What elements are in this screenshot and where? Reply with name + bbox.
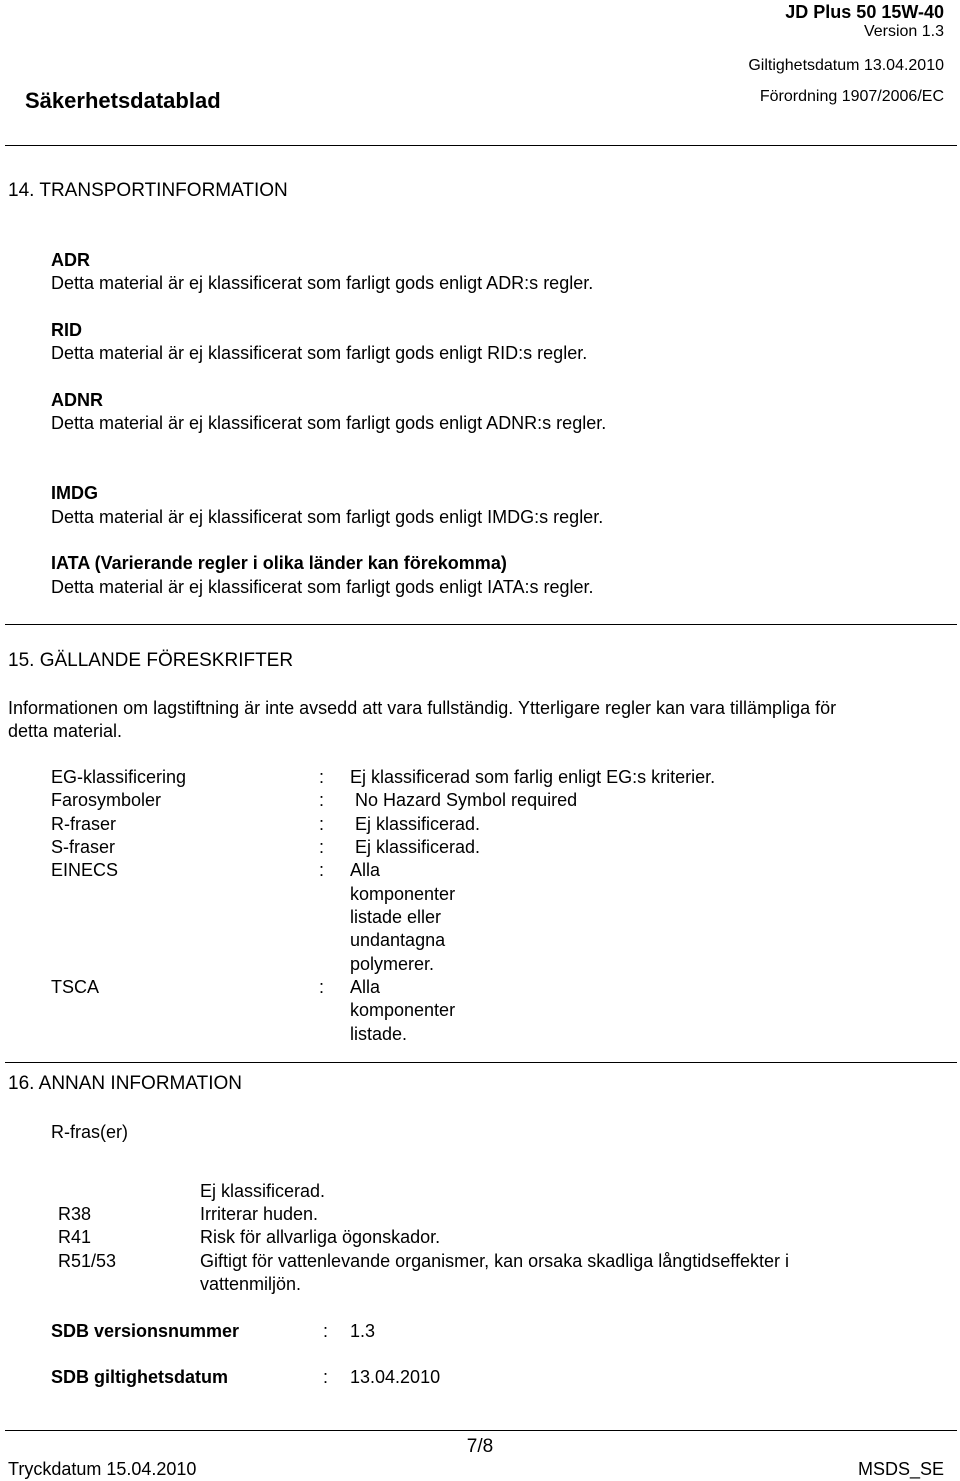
sdb-version-label: SDB versionsnummer xyxy=(51,1321,240,1341)
hazard-symbols-colon: : xyxy=(319,790,325,810)
r-phrase-code: R51/53 xyxy=(58,1251,117,1271)
section-16-heading: 16. ANNAN INFORMATION xyxy=(8,1073,243,1094)
eg-classification-colon: : xyxy=(319,767,325,787)
adnr-title: ADNR xyxy=(51,390,103,410)
page-number: 7/8 xyxy=(466,1436,494,1457)
einecs-value-line: komponenter xyxy=(350,884,456,904)
document-title: Säkerhetsdatablad xyxy=(25,88,221,113)
adr-title: ADR xyxy=(51,250,90,270)
r-phrase-text-cont: vattenmiljön. xyxy=(200,1274,302,1294)
rid-text: Detta material är ej klassificerat som farligt gods enligt RID:s regler. xyxy=(51,343,588,363)
iata-text: Detta material är ej klassificerat som farligt gods enligt IATA:s regler. xyxy=(51,577,594,597)
section-15-heading: 15. GÄLLANDE FÖRESKRIFTER xyxy=(8,650,294,671)
legislation-intro-cont: detta material. xyxy=(8,721,123,741)
sdb-version-value: 1.3 xyxy=(350,1321,376,1341)
r-phrases-colon: : xyxy=(319,814,325,834)
imdg-title: IMDG xyxy=(51,483,98,503)
imdg-text: Detta material är ej klassificerat som farligt gods enligt IMDG:s regler. xyxy=(51,507,604,527)
tsca-value-line: Alla xyxy=(350,977,381,997)
r-phrase-text: Risk för allvarliga ögonskador. xyxy=(200,1227,441,1247)
validity-date: Giltighetsdatum 13.04.2010 xyxy=(748,57,944,74)
sdb-date-label: SDB giltighetsdatum xyxy=(51,1367,229,1387)
tsca-colon: : xyxy=(319,977,325,997)
einecs-label: EINECS xyxy=(51,860,119,880)
r-phrase-text: Giftigt för vattenlevande organismer, kan orsaka skadliga långtidseffekter i xyxy=(200,1251,789,1271)
sdb-date-value: 13.04.2010 xyxy=(350,1367,441,1387)
r-phrase-code: R41 xyxy=(58,1227,92,1247)
einecs-value-line: polymerer. xyxy=(350,954,435,974)
hazard-symbols-label: Farosymboler xyxy=(51,790,162,810)
sdb-version-colon: : xyxy=(323,1321,329,1341)
document-code: MSDS_SE xyxy=(857,1459,944,1479)
section-14-heading: 14. TRANSPORTINFORMATION xyxy=(8,180,288,201)
s-phrases-value: Ej klassificerad. xyxy=(355,837,481,857)
version-label: Version 1.3 xyxy=(863,23,944,40)
einecs-value-line: Alla xyxy=(350,860,381,880)
einecs-value-line: undantagna xyxy=(350,930,446,950)
eg-classification-value: Ej klassificerad som farlig enligt EG:s kriterier. xyxy=(350,767,716,787)
adnr-text: Detta material är ej klassificerat som farligt gods enligt ADNR:s regler. xyxy=(51,413,607,433)
r-phrases-label: R-fraser xyxy=(51,814,117,834)
r-phrase-text: Ej klassificerad. xyxy=(200,1181,326,1201)
header-divider xyxy=(5,145,957,146)
einecs-value-line: listade eller xyxy=(350,907,442,927)
r-phrase-text: Irriterar huden. xyxy=(200,1204,319,1224)
tsca-value-line: listade. xyxy=(350,1024,408,1044)
s-phrases-colon: : xyxy=(319,837,325,857)
section-divider-16 xyxy=(5,1062,957,1063)
r-phrase-code: R38 xyxy=(58,1204,92,1224)
footer-divider xyxy=(5,1430,957,1431)
sdb-date-colon: : xyxy=(323,1367,329,1387)
tsca-label: TSCA xyxy=(51,977,100,997)
einecs-colon: : xyxy=(319,860,325,880)
eg-classification-label: EG-klassificering xyxy=(51,767,187,787)
iata-title: IATA (Varierande regler i olika länder kan förekomma) xyxy=(51,553,507,573)
section-divider-15 xyxy=(5,624,957,625)
product-name: JD Plus 50 15W-40 xyxy=(785,2,944,22)
s-phrases-label: S-fraser xyxy=(51,837,116,857)
print-date: Tryckdatum 15.04.2010 xyxy=(8,1459,197,1479)
r-phrases-subheading: R-fras(er) xyxy=(51,1122,128,1142)
adr-text: Detta material är ej klassificerat som farligt gods enligt ADR:s regler. xyxy=(51,273,594,293)
r-phrases-value: Ej klassificerad. xyxy=(355,814,481,834)
legislation-intro: Informationen om lagstiftning är inte avsedd att vara fullständig. Ytterligare regler kan vara tillämpliga för xyxy=(8,698,837,718)
hazard-symbols-value: No Hazard Symbol required xyxy=(355,790,578,810)
rid-title: RID xyxy=(51,320,82,340)
tsca-value-line: komponenter xyxy=(350,1000,456,1020)
regulation-label: Förordning 1907/2006/EC xyxy=(759,88,944,105)
